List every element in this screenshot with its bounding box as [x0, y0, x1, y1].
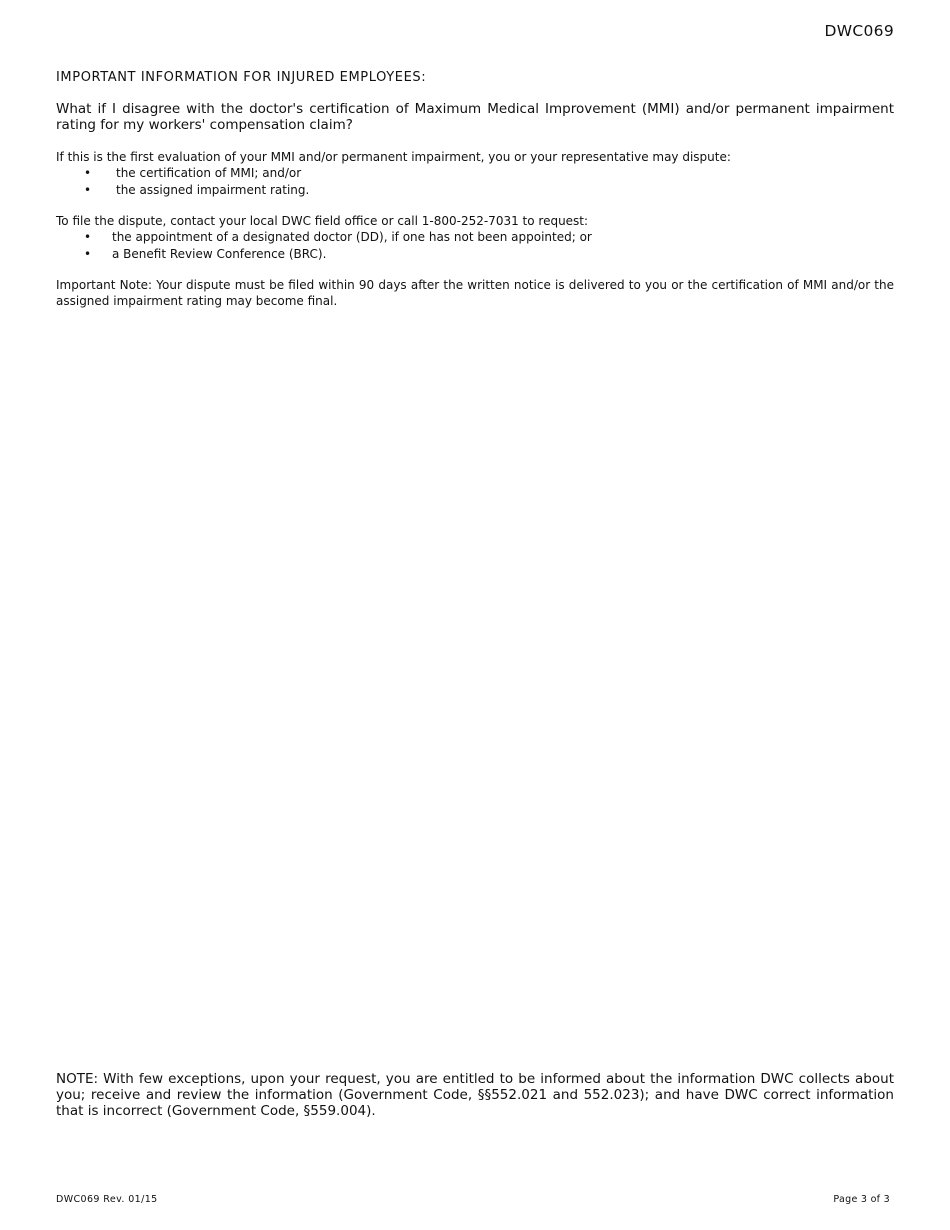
- bullet-icon: •: [84, 247, 92, 261]
- main-content: [56, 70, 894, 309]
- file-intro: To file the dispute, contact your local DWC field office or call 1-800-252-7031 to request:: [56, 214, 589, 228]
- list-item-text: the certification of MMI; and/or: [116, 166, 302, 180]
- bullet-icon: •: [84, 230, 92, 244]
- list-item-text: the assigned impairment rating.: [116, 183, 310, 197]
- list-item-text: a Benefit Review Conference (BRC).: [112, 247, 327, 261]
- form-revision: DWC069 Rev. 01/15: [56, 1194, 158, 1205]
- bullet-icon: •: [84, 166, 92, 180]
- page-number: Page 3 of 3: [833, 1194, 890, 1205]
- dispute-question: What if I disagree with the doctor's certification of Maximum Medical Improvement (MMI) and/or permanent impairment rating for my workers' compensation claim?: [56, 101, 894, 133]
- dispute-intro: If this is the first evaluation of your MMI and/or permanent impairment, you or your representative may dispute:: [56, 150, 731, 164]
- list-item-text: the appointment of a designated doctor (DD), if one has not been appointed; or: [112, 230, 592, 244]
- list-item: [56, 246, 894, 263]
- list-item: [56, 229, 894, 246]
- dispute-list: [56, 165, 894, 199]
- privacy-note: NOTE: With few exceptions, upon your request, you are entitled to be informed about the information DWC collects about you; receive and review the information (Government Code, §§552.021 and 552.023); and have DWC correct information that is incorrect (Government Code, §559.004).: [56, 1071, 894, 1119]
- list-item: [56, 165, 894, 182]
- section-heading: IMPORTANT INFORMATION FOR INJURED EMPLOYEES:: [56, 70, 427, 85]
- list-item: [56, 182, 894, 199]
- file-list: [56, 229, 894, 263]
- important-note: Important Note: Your dispute must be filed within 90 days after the written notice is delivered to you or the certification of MMI and/or the assigned impairment rating may become final.: [56, 278, 894, 308]
- bullet-icon: •: [84, 183, 92, 197]
- form-id: DWC069: [824, 22, 894, 40]
